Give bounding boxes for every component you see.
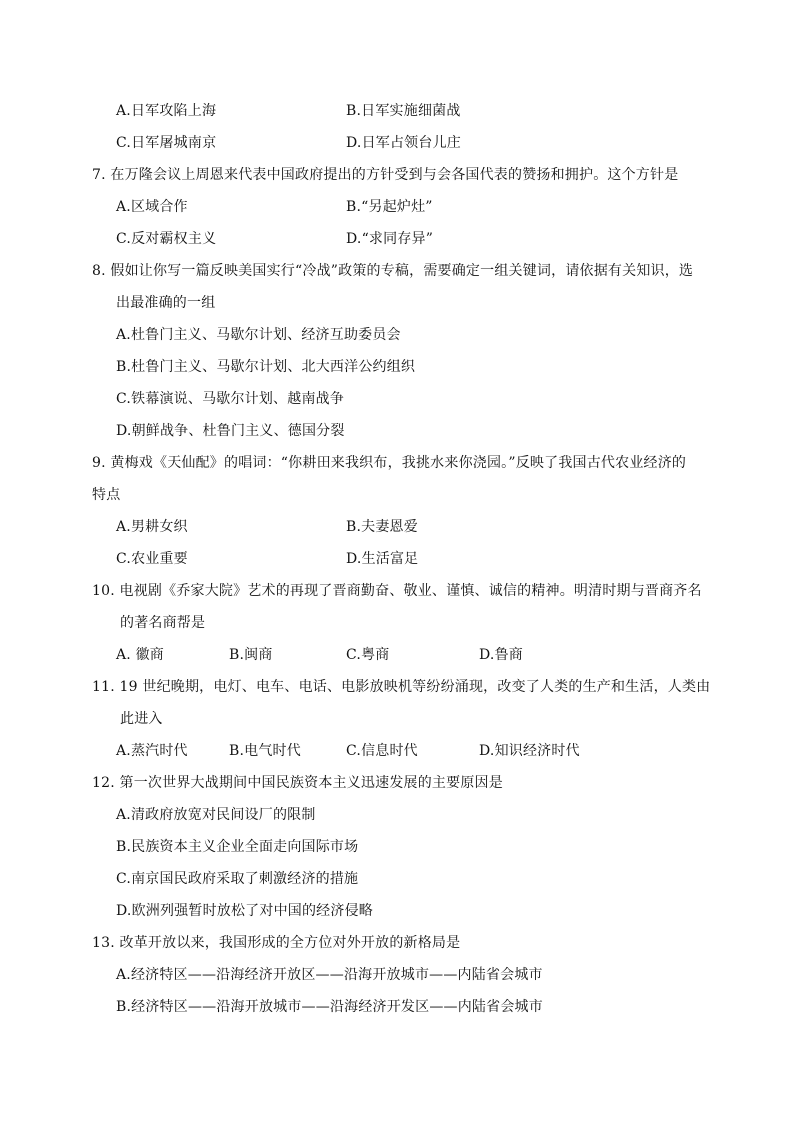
q11-option-d: D.知识经济时代 — [479, 743, 580, 759]
q9-option-a: A.男耕女织 — [116, 519, 188, 535]
q8-stem-line2: 出最准确的一组 — [116, 295, 216, 311]
q9-stem-line2: 特点 — [92, 487, 121, 503]
q7-option-c: C.反对霸权主义 — [116, 231, 217, 247]
q9-stem-line1: 9. 黄梅戏《天仙配》的唱词：“你耕田来我织布，我挑水来你浇园。”反映了我国古代农业经济的 — [92, 455, 687, 471]
q11-option-b: B.电气时代 — [229, 743, 301, 759]
q11-stem-line1: 11. 19 世纪晚期，电灯、电车、电话、电影放映机等纷纷涌现，改变了人类的生产和生活，人类由 — [92, 679, 711, 695]
q6-option-b: B.日军实施细菌战 — [346, 103, 461, 119]
q13-option-a: A.经济特区——沿海经济开放区——沿海开放城市——内陆省会城市 — [116, 967, 543, 983]
q10-option-c: C.粤商 — [346, 647, 390, 663]
q9-option-b: B.夫妻恩爱 — [346, 519, 418, 535]
q12-option-d: D.欧洲列强暂时放松了对中国的经济侵略 — [116, 903, 373, 919]
q12-stem: 12. 第一次世界大战期间中国民族资本主义迅速发展的主要原因是 — [92, 775, 503, 791]
q6-option-c: C.日军屠城南京 — [116, 135, 217, 151]
q7-option-d: D.“求同存异” — [346, 231, 434, 247]
q7-stem: 7. 在万隆会议上周恩来代表中国政府提出的方针受到与会各国代表的赞扬和拥护。这个方针是 — [92, 167, 679, 183]
q6-option-a: A.日军攻陷上海 — [116, 103, 217, 119]
q13-stem: 13. 改革开放以来，我国形成的全方位对外开放的新格局是 — [92, 935, 461, 951]
q9-option-c: C.农业重要 — [116, 551, 188, 567]
q11-option-c: C.信息时代 — [346, 743, 418, 759]
q11-stem-line2: 此进入 — [120, 711, 163, 727]
q7-option-b: B.“另起炉灶” — [346, 199, 433, 215]
q10-stem-line2: 的著名商帮是 — [120, 615, 206, 631]
q10-option-a: A. 徽商 — [116, 647, 165, 663]
q8-option-d: D.朝鲜战争、杜鲁门主义、德国分裂 — [116, 423, 345, 439]
q12-option-b: B.民族资本主义企业全面走向国际市场 — [116, 839, 359, 855]
q13-option-b: B.经济特区——沿海开放城市——沿海经济开发区——内陆省会城市 — [116, 999, 543, 1015]
q12-option-c: C.南京国民政府采取了刺激经济的措施 — [116, 871, 359, 887]
q10-option-d: D.鲁商 — [479, 647, 523, 663]
q10-stem-line1: 10. 电视剧《乔家大院》艺术的再现了晋商勤奋、敬业、谨慎、诚信的精神。明清时期与晋商齐名 — [92, 583, 702, 599]
q8-option-b: B.杜鲁门主义、马歇尔计划、北大西洋公约组织 — [116, 359, 416, 375]
q6-option-d: D.日军占领台儿庄 — [346, 135, 461, 151]
q8-option-c: C.铁幕演说、马歇尔计划、越南战争 — [116, 391, 345, 407]
q8-stem-line1: 8. 假如让你写一篇反映美国实行“冷战”政策的专稿，需要确定一组关键词，请依据有关知识，选 — [92, 263, 694, 279]
q7-option-a: A.区域合作 — [116, 199, 188, 215]
q8-option-a: A.杜鲁门主义、马歇尔计划、经济互助委员会 — [116, 327, 401, 343]
q12-option-a: A.清政府放宽对民间设厂的限制 — [116, 807, 316, 823]
q10-option-b: B.闽商 — [229, 647, 273, 663]
q11-option-a: A.蒸汽时代 — [116, 743, 188, 759]
q9-option-d: D.生活富足 — [346, 551, 419, 567]
